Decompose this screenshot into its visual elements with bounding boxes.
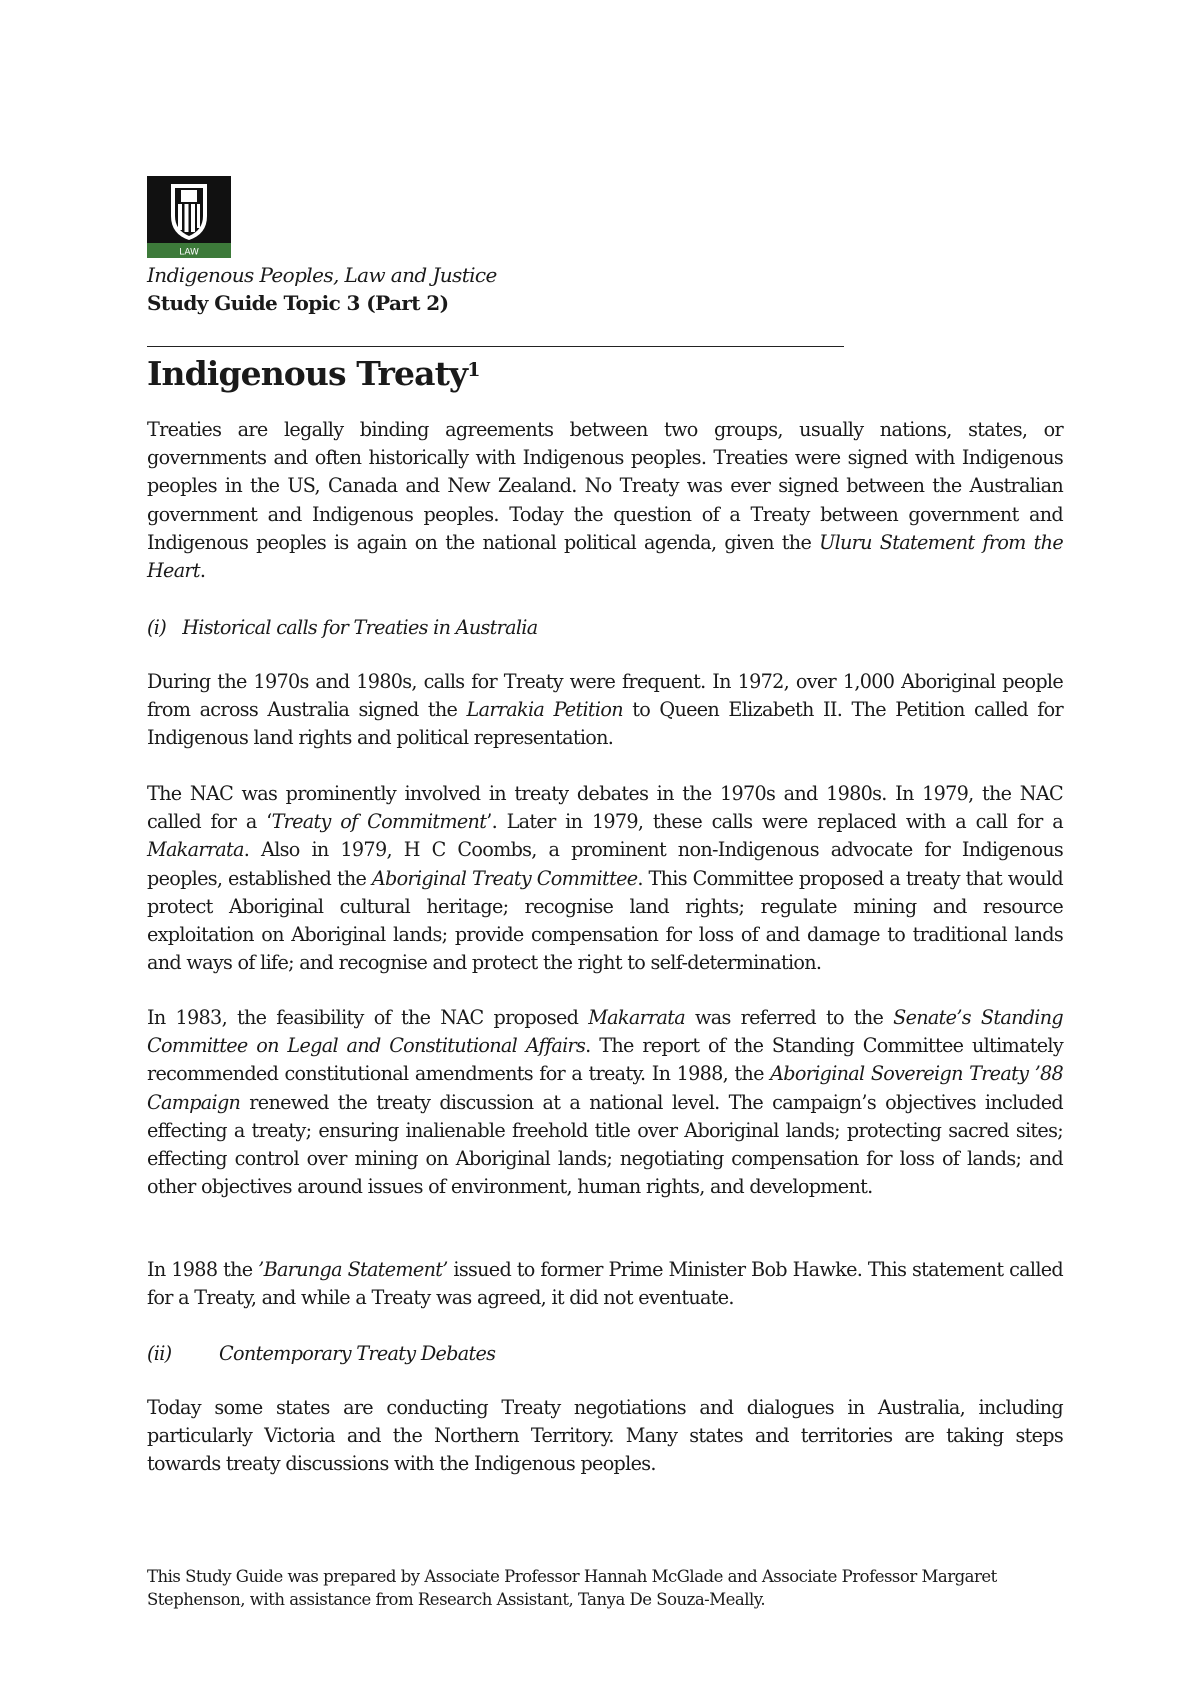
- text-run: was referred to the: [685, 1006, 894, 1029]
- text-run: ’. Later in 1979, these calls were replaced with a call for a: [486, 810, 1063, 834]
- italic-run: Aboriginal Sovereign Treaty ’88 Campaign: [147, 1062, 1063, 1114]
- section-number: (ii): [147, 1342, 172, 1365]
- italic-run: Makarrata: [147, 838, 244, 862]
- paragraph-makarrata: [147, 1004, 1063, 1201]
- text-run: During the 1970s and 1980s, calls for Treaty were frequent. In 1972, over 1,000 Aboriginal people from across Australia signed the: [147, 670, 1063, 722]
- paragraph-larrakia: [147, 668, 1063, 753]
- text-run: renewed the treaty discussion at a national level. The campaign’s objectives included effecting a treaty; ensuring inalienable freehold title over Aboriginal lands; protecting sacred sites; effecting control over mining on Aboriginal lands; negotiating compensation for loss of lands; and other objectives around issues of environment, human rights, and development.: [147, 1090, 1063, 1199]
- page-title: [147, 352, 480, 396]
- text-run: . The report of the Standing Committee ultimately recommended constitutional amendments for a treaty. In 1988, the: [147, 1034, 1063, 1086]
- footnote-ref: 1: [467, 359, 480, 381]
- italic-run: Aboriginal Treaty Committee: [371, 866, 638, 890]
- section-heading-historical: [147, 614, 537, 642]
- italic-run: Makarrata: [588, 1006, 686, 1029]
- paragraph-nac: [147, 780, 1063, 977]
- section-number: (i): [147, 616, 167, 639]
- text-run: . This Committee proposed a treaty that would protect Aboriginal cultural heritage; recognise land rights; regulate mining and resource exploitation on Aboriginal lands; provide compensation for loss of and damage to traditional lands and ways of life; and recognise and protect the right to self-determination.: [147, 866, 1063, 975]
- topic-label: Study Guide Topic 3 (Part 2): [147, 291, 449, 315]
- italic-run: Treaty of Commitment: [271, 810, 487, 834]
- course-title: Indigenous Peoples, Law and Justice: [147, 263, 497, 287]
- text-run: The NAC was prominently involved in treaty debates in the 1970s and 1980s. In 1979, the NAC called for a ‘: [147, 782, 1063, 834]
- italic-run: ’Barunga Statement’: [258, 1258, 448, 1281]
- logo-law-label: LAW: [179, 247, 199, 258]
- intro-text: Treaties are legally binding agreements between two groups, usually nations, states, or governments and often historically with Indigenous peoples. Treaties were signed with Indigenous peoples in the US, Canada and New Zealand. No Treaty was ever signed between the Australian government and Indigenous peoples. Today the question of a Treaty between government and Indigenous peoples is again on the national political agenda, given the: [147, 418, 1063, 554]
- intro-italic: Uluru Statement from the Heart: [147, 530, 1063, 583]
- paragraph-barunga: [147, 1256, 1063, 1312]
- divider-rule: [147, 346, 844, 347]
- italic-run: Senate’s Standing Committee on Legal and Constitutional Affairs: [147, 1006, 1063, 1058]
- text-run: issued to former Prime Minister Bob Hawke. This statement called for a Treaty, and while a Treaty was agreed, it did not eventuate.: [147, 1258, 1064, 1310]
- text-run: . Also in 1979, H C Coombs, a prominent non-Indigenous advocate for Indigenous peoples, established the: [147, 838, 1063, 890]
- italic-run: Larrakia Petition: [466, 698, 623, 722]
- page-title-text: Indigenous Treaty: [147, 354, 468, 393]
- paragraph-contemporary: Today some states are conducting Treaty negotiations and dialogues in Australia, including particularly Victoria and the Northern Territory. Many states and territories are taking steps towards treaty discussions with the Indigenous peoples.: [147, 1396, 1063, 1476]
- text-run: to Queen Elizabeth II. The Petition called for Indigenous land rights and political representation.: [147, 698, 1063, 750]
- section-heading-text: Contemporary Treaty Debates: [219, 1342, 496, 1365]
- section-heading-contemporary: [147, 1340, 495, 1368]
- intro-paragraph: [147, 416, 1063, 585]
- law-school-logo: [147, 176, 231, 258]
- text-run: In 1988 the: [147, 1258, 259, 1281]
- section-heading-text: Historical calls for Treaties in Australia: [182, 616, 538, 639]
- footnote: This Study Guide was prepared by Associate Professor Hannah McGlade and Associate Professor Margaret Stephenson, with assistance from Research Assistant, Tanya De Souza-Meally.: [147, 1567, 997, 1609]
- text-run: In 1983, the feasibility of the NAC proposed: [147, 1006, 589, 1029]
- intro-end: .: [199, 559, 206, 583]
